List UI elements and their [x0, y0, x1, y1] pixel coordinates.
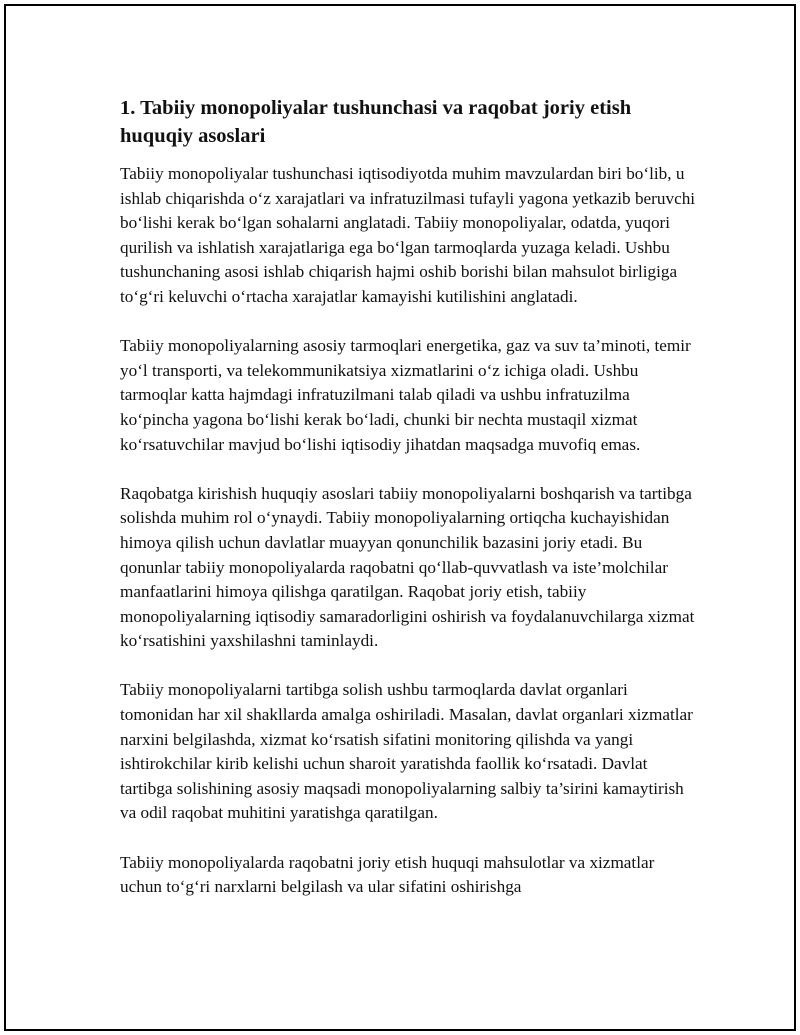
- paragraph-1: Tabiiy monopoliyalar tushunchasi iqtisodiyotda muhim mavzulardan biri bo‘lib, u ishlab chiqarishda o‘z xarajatlari va infratuzilmasi tufayli yagona yetkazib beruvchi bo‘lishi kerak bo‘lgan sohalarni anglatadi. Tabiiy monopoliyalar, odatda, yuqori qurilish va ishlatish xarajatlariga ega bo‘lgan tarmoqlarda yuzaga keladi. Ushbu tushunchaning asosi ishlab chiqarish hajmi oshib borishi bilan mahsulot birligiga to‘g‘ri keluvchi o‘rtacha xarajatlar kamayishi kutilishini anglatadi.: [120, 164, 696, 306]
- paragraph-2: Tabiiy monopoliyalarning asosiy tarmoqlari energetika, gaz va suv ta’minoti, temir yo‘l transporti, va telekommunikatsiya xizmatlarini o‘z ichiga oladi. Ushbu tarmoqlar katta hajmdagi infratuzilmani talab qiladi va ushbu infratuzilma ko‘pincha yagona bo‘lishi kerak bo‘ladi, chunki bir nechta mustaqil xizmat ko‘rsatuvchilar mavjud bo‘lishi iqtisodiy jihatdan maqsadga muvofiq emas.: [120, 336, 691, 454]
- page-frame: [4, 4, 796, 1031]
- paragraph-3: Raqobatga kirishish huquqiy asoslari tabiiy monopoliyalarni boshqarish va tartibga solishda muhim rol o‘ynaydi. Tabiiy monopoliyalarning ortiqcha kuchayishidan himoya qilish uchun davlatlar muayyan qonunchilik bazasini joriy etadi. Bu qonunlar tabiiy monopoliyalarda raqobatni qo‘llab-quvvatlash va iste’molchilar manfaatlarini himoya qilishga qaratilgan. Raqobat joriy etish, tabiiy monopoliyalarning iqtisodiy samaradorligini oshirish va foydalanuvchilarga xizmat ko‘rsatishini yaxshilashni taminlaydi.: [120, 483, 695, 651]
- paragraph-4: Tabiiy monopoliyalarni tartibga solish ushbu tarmoqlarda davlat organlari tomonidan har xil shakllarda amalga oshiriladi. Masalan, davlat organlari xizmatlar narxini belgilashda, xizmat ko‘rsatish sifatini monitoring qilishda va yangi ishtirokchilar kirib kelishi uchun sharoit yaratishda faollik ko‘rsatadi. Davlat tartibga solishining asosiy maqsadi monopoliyalarning salbiy ta’sirini kamaytirish va odil raqobat muhitini yaratishga qaratilgan.: [120, 680, 693, 823]
- document-body: [120, 94, 700, 924]
- paragraph-5: Tabiiy monopoliyalarda raqobatni joriy etish huquqi mahsulotlar va xizmatlar uchun to‘g‘ri narxlarni belgilash va ular sifatini oshirishga: [120, 852, 655, 897]
- section-heading: 1. Tabiiy monopoliyalar tushunchasi va raqobat joriy etish huquqiy asoslari: [120, 97, 632, 147]
